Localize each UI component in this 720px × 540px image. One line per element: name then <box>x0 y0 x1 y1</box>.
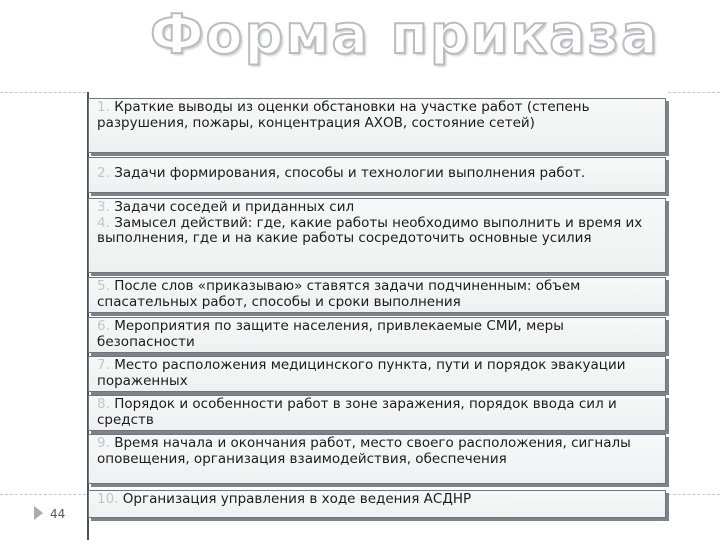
order-item-text: После слов «приказываю» ставятся задачи подчиненным: объем спасательных работ, способы и сроки выполнения <box>97 278 581 310</box>
slide-title: Форма приказа <box>150 3 660 66</box>
order-item-4 <box>97 216 657 247</box>
order-item-text: Мероприятия по защите населения, привлекаемые СМИ, меры безопасности <box>97 318 564 350</box>
order-item-text: Задачи соседей и приданных сил <box>114 199 355 215</box>
order-item-number: 6. <box>97 318 110 334</box>
header-divider-left <box>0 92 86 93</box>
slide-number: 44 <box>50 507 66 521</box>
footer-divider-left <box>0 494 86 495</box>
order-item-number: 4. <box>97 214 110 231</box>
order-item-text: Время начала и окончания работ, место своего расположения, сигналы оповещения, организация взаимодействия, обеспечения <box>97 435 631 467</box>
order-item-number: 1. <box>97 99 110 115</box>
order-item-text: Место расположения медицинского пункта, пути и порядок эвакуации пораженных <box>97 357 626 389</box>
footer-divider-right <box>668 494 720 495</box>
order-item-5 <box>88 277 666 313</box>
slide-arrow-icon <box>34 506 43 520</box>
order-item-1 <box>88 98 666 153</box>
order-item-number: 3. <box>97 199 110 215</box>
order-item-number: 9. <box>97 435 110 451</box>
order-item-8 <box>88 395 666 431</box>
order-item-text: Замысел действий: где, какие работы необходимо выполнить и время их выполнения, где и на какие работы сосредоточить основные усилия <box>97 214 643 246</box>
order-item-number: 2. <box>97 165 110 181</box>
order-item-9 <box>88 434 666 484</box>
order-item-text: Организация управления в ходе ведения АСДНР <box>122 491 472 507</box>
order-item-3 <box>97 200 657 216</box>
order-item-3-4 <box>88 198 666 273</box>
header-divider-right <box>668 92 720 93</box>
order-item-6 <box>88 317 666 353</box>
order-item-text: Порядок и особенности работ в зоне заражения, порядок ввода сил и средств <box>97 396 617 428</box>
order-item-2 <box>88 157 666 193</box>
order-item-number: 7. <box>97 357 110 373</box>
order-item-number: 10. <box>97 491 119 507</box>
order-item-number: 8. <box>97 396 110 412</box>
order-item-7 <box>88 356 666 392</box>
order-item-text: Задачи формирования, способы и технологии выполнения работ. <box>114 165 586 181</box>
order-item-text: Краткие выводы из оценки обстановки на участке работ (степень разрушения, пожары, концентрация АХОВ, состояние сетей) <box>97 99 590 131</box>
order-item-number: 5. <box>97 278 110 294</box>
order-item-10 <box>88 490 666 518</box>
